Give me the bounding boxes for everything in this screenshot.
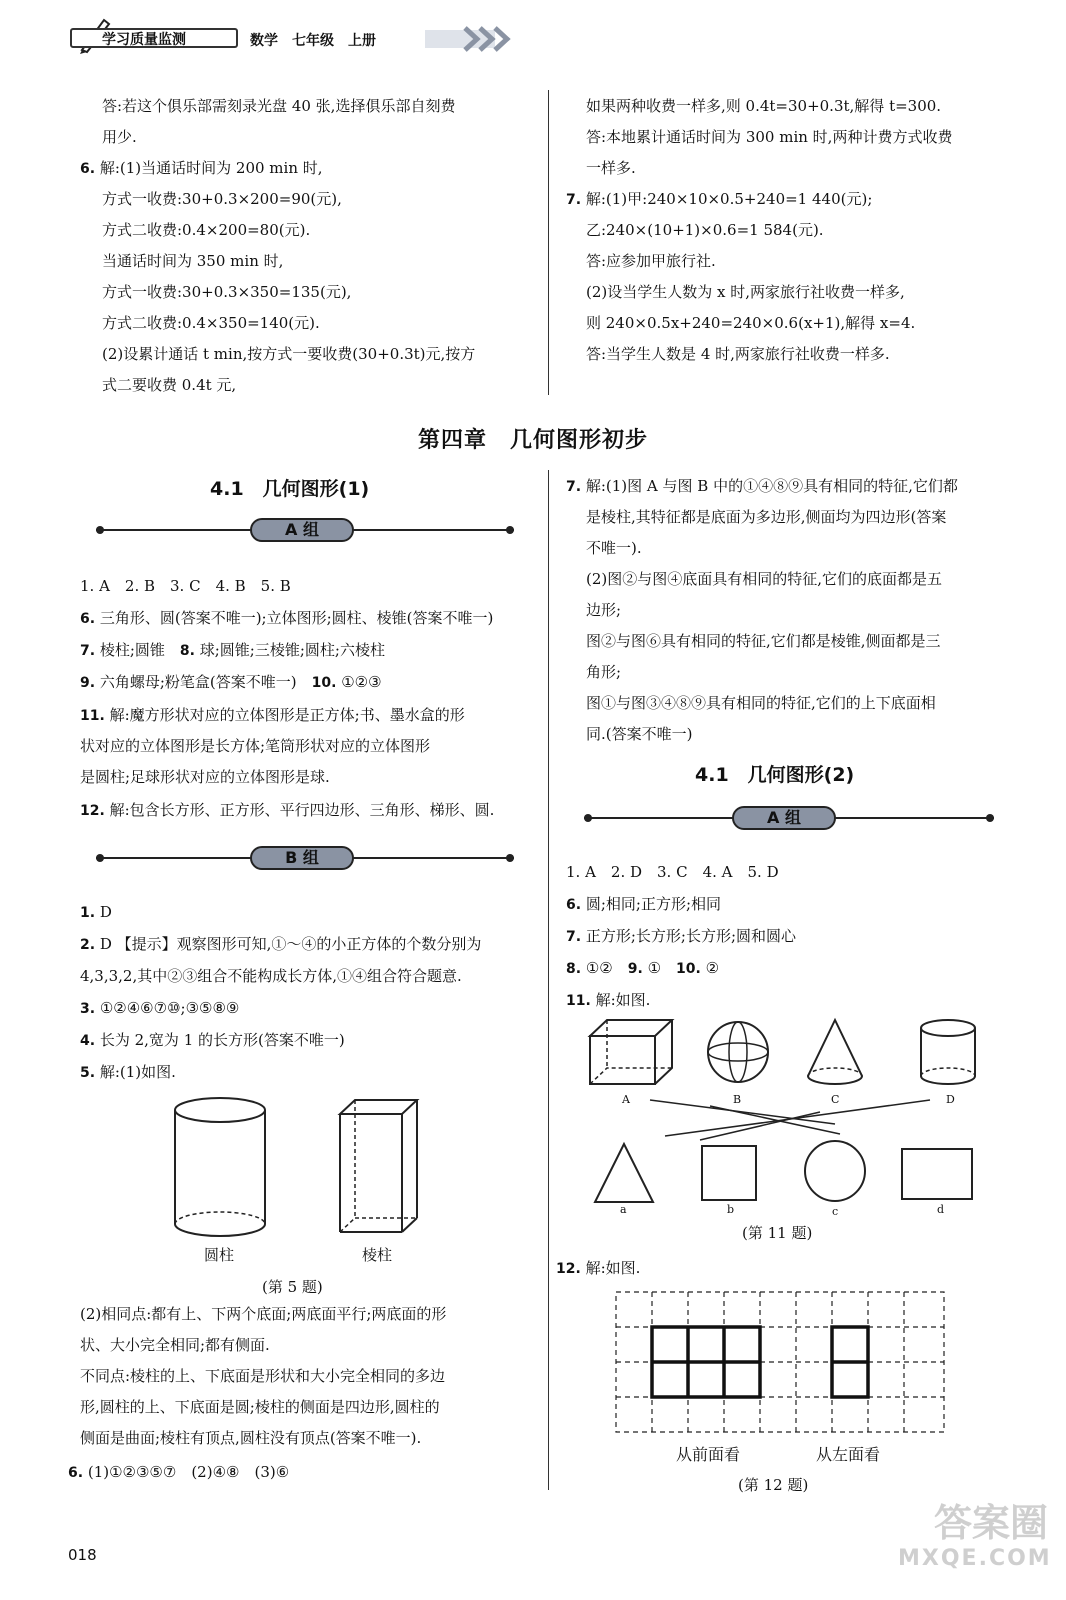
text-line: 4,3,3,2,其中②③组合不能构成长方体,①④组合符合题意. (80, 967, 462, 985)
text-line: 边形; (586, 601, 622, 619)
text-line: 长为 2,宽为 1 的长方形(答案不唯一) (99, 1031, 345, 1049)
watermark-url: MXQE.COM (898, 1546, 1052, 1571)
text-line: 是棱柱,其特征都是底面为多边形,侧面均为四边形(答案 (586, 508, 947, 526)
text-line: 方式二收费:0.4×200=80(元). (102, 221, 311, 239)
watermark-logo (898, 1500, 1052, 1590)
text-line: 形,圆柱的上、下底面是圆;棱柱的侧面是四边形,圆柱的 (80, 1398, 440, 1416)
question-number: 1. (80, 905, 96, 921)
text-line: 解:(1)如图. (99, 1063, 176, 1081)
text-line: 解:包含长方形、正方形、平行四边形、三角形、梯形、圆. (109, 801, 495, 819)
text-line: ①②④⑥⑦⑩;③⑤⑧⑨ (99, 999, 240, 1017)
figure-caption: (第 12 题) (738, 1476, 809, 1494)
figure-12 (614, 1288, 946, 1436)
prism-drawing (340, 1100, 417, 1232)
text-line: 状对应的立体图形是长方体;笔筒形状对应的立体图形 (80, 737, 431, 755)
text-line: 乙:240×(10+1)×0.6=1 584(元). (586, 221, 824, 239)
rectangle-view (902, 1149, 972, 1199)
question-number: 6. (80, 611, 96, 627)
text-line: ①②③ (341, 673, 382, 691)
figure-caption: (第 5 题) (262, 1278, 323, 1296)
text-line: (2)设累计通话 t min,按方式一要收费(30+0.3t)元,按方 (102, 345, 476, 363)
answer-line: 1. A 2. D 3. C 4. A 5. D (566, 863, 779, 881)
question-number: 11. (80, 708, 105, 724)
text-line: 是圆柱;足球形状对应的立体图形是球. (80, 768, 330, 786)
figure-label: A (622, 1093, 630, 1106)
group-b-band (96, 846, 514, 870)
watermark-text: 答案圈 (933, 1501, 1048, 1545)
question-number: 9. (627, 961, 643, 977)
text-line: 状、大小完全相同;都有侧面. (80, 1336, 270, 1354)
text-line: 同.(答案不唯一) (586, 725, 693, 743)
text-line: 答:应参加甲旅行社. (586, 252, 716, 270)
chevron-arrows-icon (425, 24, 515, 54)
text-line: 方式一收费:30+0.3×350=135(元), (102, 283, 352, 301)
text-line: 侧面是曲面;棱柱有顶点,圆柱没有顶点(答案不唯一). (80, 1429, 422, 1447)
group-a-band (96, 518, 514, 542)
text-line: 解:如图. (595, 991, 651, 1009)
question-number: 6. (80, 161, 96, 177)
figure-label-cylinder: 圆柱 (204, 1246, 235, 1264)
text-line: (2)设当学生人数为 x 时,两家旅行社收费一样多, (586, 283, 905, 301)
text-line: 解:(1)图 A 与图 B 中的①④⑧⑨具有相同的特征,它们都 (585, 477, 958, 495)
question-number: 7. (566, 929, 582, 945)
text-line: (2)相同点:都有上、下两个底面;两底面平行;两底面的形 (80, 1305, 447, 1323)
question-number: 5. (80, 1065, 96, 1081)
text-line: 当通话时间为 350 min 时, (102, 252, 284, 270)
page-number: 018 (68, 1546, 97, 1564)
text-line: 答:本地累计通话时间为 300 min 时,两种计费方式收费 (586, 128, 953, 146)
left-view (832, 1327, 868, 1397)
figure-11 (580, 1014, 980, 1219)
group-a-band (584, 806, 994, 830)
answer-line: 1. A 2. B 3. C 4. B 5. B (80, 577, 291, 595)
text-line: 解:如图. (585, 1259, 641, 1277)
header-brand: 学习质量监测 (70, 28, 238, 48)
question-number: 8. (566, 961, 582, 977)
question-number: 6. (566, 897, 582, 913)
question-number: 6. (68, 1465, 84, 1481)
text-line: (2)图②与图④底面具有相同的特征,它们的底面都是五 (586, 570, 943, 588)
section-title: 4.1 几何图形(2) (695, 764, 855, 786)
text-line: 六角螺母;粉笔盒(答案不唯一) (99, 673, 312, 691)
question-number: 12. (556, 1261, 581, 1277)
section-title: 4.1 几何图形(1) (210, 478, 370, 500)
question-number: 9. (80, 675, 96, 691)
figure-label: d (937, 1203, 945, 1216)
text-line: ①② (585, 959, 628, 977)
header-subject: 数学 七年级 上册 (250, 33, 376, 49)
figure-label: B (733, 1093, 742, 1106)
text-line: 三角形、圆(答案不唯一);立体图形;圆柱、棱锥(答案不唯一) (99, 609, 494, 627)
circle-view (805, 1141, 865, 1201)
figure-label-front: 从前面看 (676, 1445, 741, 1464)
text-line: D (99, 903, 112, 921)
question-number: 7. (80, 643, 96, 659)
text-line: 解:魔方形状对应的立体图形是正方体;书、墨水盒的形 (109, 706, 465, 724)
text-line: D 【提示】观察图形可知,①～④的小正方体的个数分别为 (99, 935, 482, 953)
question-number: 8. (179, 643, 195, 659)
text-line: 方式一收费:30+0.3×200=90(元), (102, 190, 342, 208)
text-line: 不唯一). (586, 539, 642, 557)
text-line: 图①与图③④⑧⑨具有相同的特征,它们的上下底面相 (586, 694, 936, 712)
question-number: 11. (566, 993, 591, 1009)
sphere-drawing (708, 1022, 768, 1082)
text-line: ② (705, 959, 720, 977)
text-line: 解:(1)当通话时间为 200 min 时, (99, 159, 323, 177)
question-number: 12. (80, 803, 105, 819)
text-line: 正方形;长方形;长方形;圆和圆心 (585, 927, 797, 945)
question-number: 7. (566, 192, 582, 208)
figure-label-prism: 棱柱 (362, 1246, 393, 1264)
text-line: 用少. (102, 128, 137, 146)
question-number: 4. (80, 1033, 96, 1049)
figure-label: c (832, 1205, 839, 1218)
figure-label: D (946, 1093, 955, 1106)
text-line: 如果两种收费一样多,则 0.4t=30+0.3t,解得 t=300. (586, 97, 942, 115)
column-divider (548, 90, 549, 395)
text-line: 棱柱;圆锥 (99, 641, 180, 659)
chapter-title: 第四章 几何图形初步 (417, 428, 648, 453)
cuboid-drawing (590, 1020, 672, 1084)
text-line: 式二要收费 0.4t 元, (102, 376, 237, 394)
figure-label-left: 从左面看 (816, 1445, 881, 1464)
text-line: 圆;相同;正方形;相同 (585, 895, 722, 913)
group-a-label: A 组 (732, 806, 836, 830)
cylinder-drawing (175, 1098, 265, 1236)
text-line: 答:当学生人数是 4 时,两家旅行社收费一样多. (586, 345, 890, 363)
text-line: (1)①②③⑤⑦ (2)④⑧ (3)⑥ (87, 1463, 290, 1481)
text-line: 不同点:棱柱的上、下底面是形状和大小完全相同的多边 (80, 1367, 446, 1385)
text-line: 球;圆锥;三棱锥;圆柱;六棱柱 (199, 641, 385, 659)
group-a-label: A 组 (250, 518, 354, 542)
group-b-label: B 组 (250, 846, 354, 870)
figure-label: b (727, 1203, 735, 1216)
question-number: 2. (80, 937, 96, 953)
text-line: 方式二收费:0.4×350=140(元). (102, 314, 320, 332)
figure-caption: (第 11 题) (742, 1224, 813, 1242)
question-number: 3. (80, 1001, 96, 1017)
question-number: 7. (566, 479, 582, 495)
cylinder-drawing (921, 1020, 975, 1084)
text-line: 角形; (586, 663, 622, 681)
square-view (702, 1146, 756, 1200)
cone-drawing (808, 1020, 862, 1084)
triangle-view (595, 1144, 653, 1202)
figure-label: C (831, 1093, 840, 1106)
text-line: 图②与图⑥具有相同的特征,它们都是棱锥,侧面都是三 (586, 632, 941, 650)
figure-5 (165, 1092, 445, 1242)
question-number: 10. (676, 961, 701, 977)
front-view (652, 1327, 760, 1397)
question-number: 10. (311, 675, 337, 691)
matching-lines (650, 1100, 930, 1140)
text-line: ① (647, 959, 677, 977)
text-line: 则 240×0.5x+240=240×0.6(x+1),解得 x=4. (586, 314, 916, 332)
column-divider (548, 470, 549, 1490)
text-line: 一样多. (586, 159, 636, 177)
figure-label: a (620, 1203, 627, 1216)
text-line: 解:(1)甲:240×10×0.5+240=1 440(元); (585, 190, 873, 208)
text-line: 答:若这个俱乐部需刻录光盘 40 张,选择俱乐部自刻费 (102, 97, 456, 115)
